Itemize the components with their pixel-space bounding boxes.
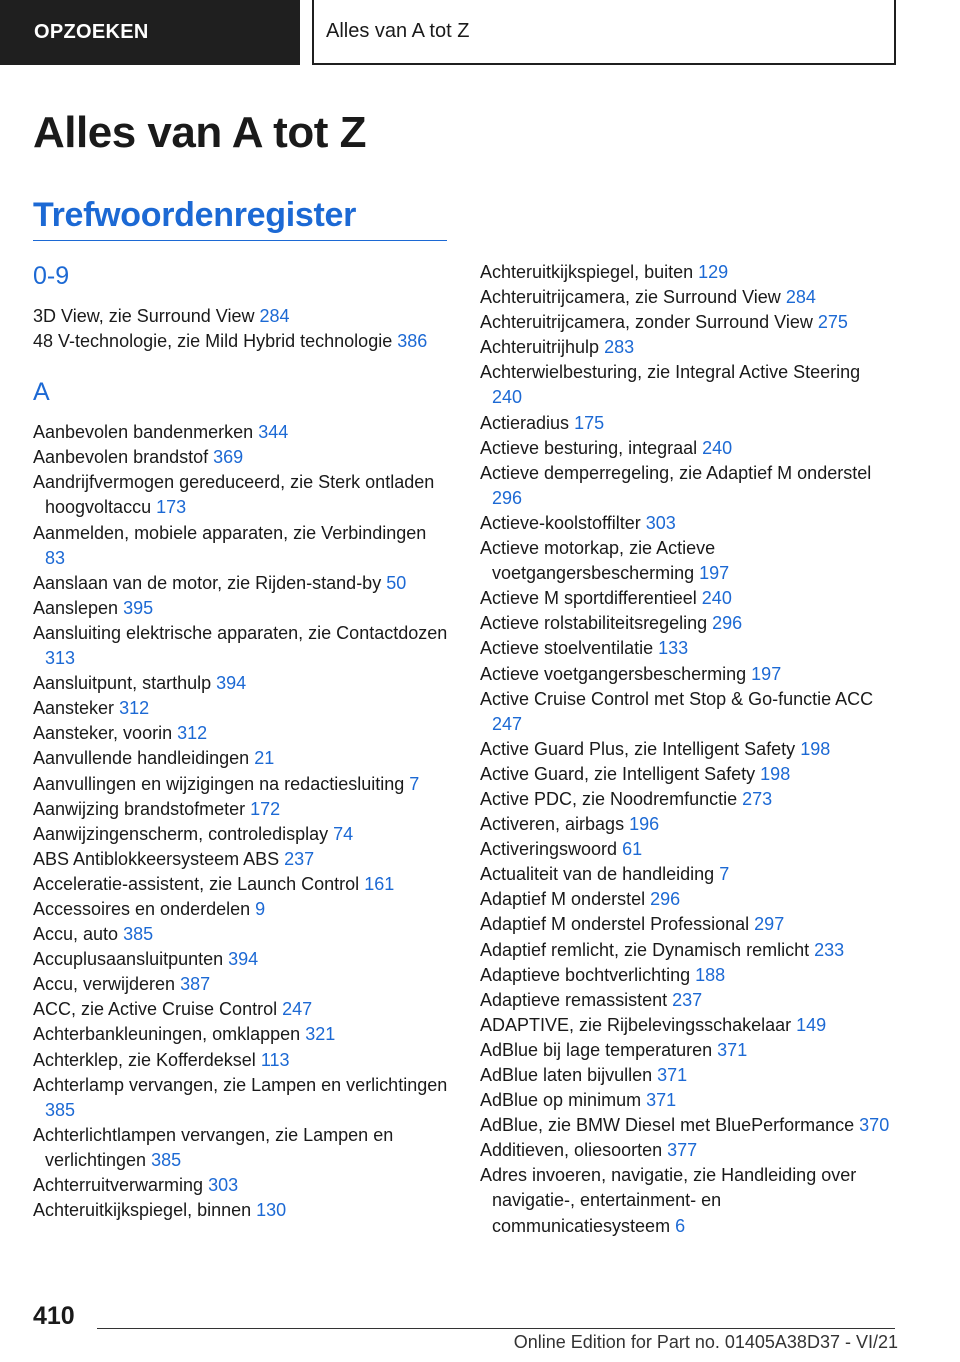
index-entry-text: Achteruitrijhulp [480, 337, 600, 358]
index-entry-text: Achteruitrijcamera, zie Surround View [480, 287, 781, 308]
index-entry [33, 420, 448, 445]
index-entry-text: Aanslepen [33, 597, 119, 618]
index-entry-text: Aanvullingen en wijzigingen na redactiesluiting [33, 773, 405, 794]
index-page-link[interactable]: 149 [796, 1014, 827, 1035]
index-entry [480, 461, 895, 511]
index-entry-text: Actualiteit van de handleiding [480, 864, 715, 885]
index-entry [33, 847, 448, 872]
index-entry [480, 1063, 895, 1088]
index-entry-text: Actieve motorkap, zie Actieve voetgangersbescherming [480, 538, 716, 584]
index-entry-text: Aanwijzingenscherm, controledisplay [33, 823, 329, 844]
index-entry [33, 872, 448, 897]
index-page-link[interactable]: 113 [260, 1049, 290, 1070]
index-entry-text: ADAPTIVE, zie Rijbelevingsschakelaar [480, 1014, 792, 1035]
index-page-link[interactable]: 296 [712, 613, 743, 634]
index-entry [480, 812, 895, 837]
index-entry [33, 671, 448, 696]
index-page-link[interactable]: 344 [258, 422, 289, 443]
index-page-link[interactable]: 387 [180, 974, 211, 995]
index-page-link[interactable]: 395 [123, 597, 154, 618]
breadcrumb [312, 0, 896, 65]
index-entry [33, 445, 448, 470]
index-entry-text: Actieve demperregeling, zie Adaptief M onderstel [480, 462, 872, 483]
index-page-link[interactable]: 303 [208, 1175, 239, 1195]
index-entry [33, 1173, 448, 1198]
index-entry [480, 1038, 895, 1063]
index-entry-text: Aanbevolen bandenmerken [33, 422, 254, 443]
index-entry-text: ABS Antiblokkeersysteem ABS [33, 848, 280, 869]
index-entry [33, 922, 448, 947]
index-entry [480, 636, 895, 661]
index-page-link[interactable]: 173 [156, 497, 187, 518]
index-page-link[interactable]: 188 [695, 964, 726, 985]
index-page-link[interactable]: 133 [658, 638, 689, 659]
index-page-link[interactable]: 296 [650, 889, 681, 910]
index-entry [480, 1138, 895, 1163]
index-page-link[interactable]: 247 [282, 999, 313, 1020]
index-entry-text: Aanslaan van de motor, zie Rijden-stand-by [33, 572, 382, 593]
index-page-link[interactable]: 385 [123, 924, 154, 945]
index-entry-text: Achterwielbesturing, zie Integral Active Steering [480, 362, 861, 383]
index-entry-text: Aanmelden, mobiele apparaten, zie Verbindingen [33, 522, 427, 543]
index-entry-text: Aanbevolen brandstof [33, 447, 209, 468]
index-entry-text: AdBlue op minimum [480, 1090, 642, 1111]
index-page-link[interactable]: 233 [814, 939, 845, 960]
index-entry-text: Adaptieve remassistent [480, 989, 668, 1010]
index-entry-text: Actieve voetgangersbescherming [480, 663, 747, 684]
index-entry-text: AdBlue, zie BMW Diesel met BluePerformance [480, 1115, 855, 1136]
index-page-link[interactable]: 7 [719, 864, 730, 885]
index-entry [480, 837, 895, 862]
index-entry-text: Active Guard Plus, zie Intelligent Safety [480, 738, 796, 759]
index-entry [33, 1123, 448, 1173]
index-page-link[interactable]: 198 [800, 738, 831, 759]
index-entry [33, 797, 448, 822]
index-entry [33, 571, 448, 596]
index-page-link[interactable]: 296 [492, 487, 523, 508]
index-entry-text: Accuplusaansluitpunten [33, 949, 224, 970]
index-page-link[interactable]: 196 [629, 814, 660, 835]
index-entry [480, 260, 895, 285]
index-page-link[interactable]: 313 [45, 648, 76, 669]
index-entry [33, 596, 448, 621]
index-entry [480, 335, 895, 360]
index-entry [480, 586, 895, 611]
index-entry-text: 48 V-technologie, zie Mild Hybrid technologie [33, 331, 393, 352]
footer-divider [97, 1328, 895, 1329]
index-entry [480, 611, 895, 636]
index-entry-text: Adres invoeren, navigatie, zie Handleiding over navigatie-, entertainment- en communicatiesysteem [480, 1165, 857, 1236]
page-title: Alles van A tot Z [33, 108, 366, 157]
index-entry [33, 1022, 448, 1047]
index-page-link[interactable]: 370 [859, 1115, 890, 1136]
index-page-link[interactable]: 247 [492, 713, 523, 734]
index-entry [33, 897, 448, 922]
index-entry [480, 687, 895, 737]
index-entry [33, 746, 448, 771]
index-letter-heading: A [33, 378, 50, 407]
index-entry-text: Adaptief remlicht, zie Dynamisch remlicht [480, 939, 810, 960]
index-entry-text: Actieve stoelventilatie [480, 638, 654, 659]
section-title: Trefwoordenregister [33, 196, 357, 234]
index-entry-text: Actieve rolstabiliteitsregeling [480, 613, 708, 634]
header-tab-label: OPZOEKEN [34, 21, 149, 43]
index-page-link[interactable]: 284 [259, 306, 290, 326]
group-spacer [33, 354, 448, 376]
index-entry-text: Aanwijzing brandstofmeter [33, 798, 246, 819]
index-page-link[interactable]: 385 [45, 1099, 76, 1120]
index-page-link[interactable]: 130 [256, 1200, 287, 1221]
index-page-link[interactable]: 74 [333, 823, 354, 844]
index-page-link[interactable]: 161 [364, 873, 395, 894]
index-entry-text: Aansteker [33, 698, 115, 719]
index-page-link[interactable]: 50 [386, 572, 407, 593]
index-page-link[interactable]: 61 [622, 839, 643, 860]
index-entry-text: Achteruitrijcamera, zonder Surround View [480, 312, 813, 333]
index-page-link[interactable]: 371 [717, 1039, 748, 1060]
index-page-link[interactable]: 175 [574, 412, 605, 433]
index-entry-text: Actieve besturing, integraal [480, 437, 698, 458]
index-page-link[interactable]: 312 [177, 723, 208, 744]
index-page-link[interactable]: 83 [45, 547, 66, 568]
index-page-link[interactable]: 303 [645, 512, 676, 533]
index-entry [33, 772, 448, 797]
index-page-link[interactable]: 9 [255, 898, 266, 919]
index-page-link[interactable]: 172 [250, 798, 281, 819]
index-entry [480, 963, 895, 988]
index-page-link[interactable]: 129 [698, 262, 729, 282]
index-page-link[interactable]: 240 [492, 387, 523, 408]
section-divider [33, 240, 447, 241]
index-entry [480, 436, 895, 461]
index-entry-text: Aansteker, voorin [33, 723, 173, 744]
index-page-link[interactable]: 198 [760, 763, 791, 784]
index-column-right [480, 260, 895, 1239]
index-entry-text: Active Guard, zie Intelligent Safety [480, 763, 756, 784]
index-entry [33, 822, 448, 847]
index-entry-text: Aansluiting elektrische apparaten, zie Contactdozen [33, 622, 448, 643]
index-entry-text: Achteruitkijkspiegel, buiten [480, 262, 694, 282]
index-letter-heading: 0-9 [33, 262, 70, 290]
index-entry [480, 938, 895, 963]
index-entry [480, 1013, 895, 1038]
index-entry [480, 1163, 895, 1238]
index-entry [480, 662, 895, 687]
index-entry [480, 411, 895, 436]
index-entry-text: Active PDC, zie Noodremfunctie [480, 788, 738, 809]
index-entry [480, 862, 895, 887]
index-column-left [33, 260, 448, 1223]
index-page-link[interactable]: 371 [646, 1090, 677, 1111]
index-entry-text: Accu, auto [33, 924, 119, 945]
index-entry [480, 285, 895, 310]
index-page-link[interactable]: 240 [702, 437, 733, 458]
index-entry-text: Acceleratie-assistent, zie Launch Control [33, 873, 360, 894]
index-entry [33, 947, 448, 972]
index-entry [480, 536, 895, 586]
index-entry [480, 1088, 895, 1113]
index-page-link[interactable]: 7 [409, 773, 420, 794]
index-entry-text: Achterruitverwarming [33, 1175, 204, 1195]
index-entry [480, 988, 895, 1013]
index-entry [33, 696, 448, 721]
index-entry [33, 1048, 448, 1073]
index-page-link[interactable]: 394 [216, 673, 247, 694]
index-entry [480, 912, 895, 937]
index-entry-text: Additieven, oliesoorten [480, 1140, 663, 1161]
index-entry [33, 329, 448, 354]
index-page-link[interactable]: 240 [701, 588, 732, 609]
index-page-link[interactable]: 312 [119, 698, 150, 719]
index-entry [480, 762, 895, 787]
index-entry [480, 360, 895, 410]
index-entry-text: Aanvullende handleidingen [33, 748, 250, 769]
breadcrumb-label: Alles van A tot Z [326, 20, 470, 42]
index-entry [480, 1113, 895, 1138]
index-entry-text: Accessoires en onderdelen [33, 898, 251, 919]
index-page-link[interactable]: 371 [657, 1065, 688, 1085]
index-entry-text: AdBlue laten bijvullen [480, 1065, 653, 1085]
index-entry-text: ACC, zie Active Cruise Control [33, 999, 278, 1020]
index-page-link[interactable]: 386 [397, 331, 428, 352]
index-entry-text: Achteruitkijkspiegel, binnen [33, 1200, 252, 1221]
index-entry-text: Accu, verwijderen [33, 974, 176, 995]
index-page-link[interactable]: 197 [699, 563, 730, 584]
index-entry-text: Adaptief M onderstel Professional [480, 914, 750, 935]
index-entry [480, 737, 895, 762]
index-page-link[interactable]: 297 [754, 914, 785, 935]
index-entry-text: Adaptieve bochtverlichting [480, 964, 691, 985]
index-page-link[interactable]: 284 [785, 287, 816, 308]
index-entry [33, 304, 448, 329]
index-entry-text: Achterklep, zie Kofferdeksel [33, 1049, 256, 1070]
index-page-link[interactable]: 385 [151, 1149, 182, 1170]
index-page-link[interactable]: 377 [667, 1140, 698, 1161]
page-number: 410 [33, 1302, 75, 1330]
index-page-link[interactable]: 369 [213, 447, 244, 468]
index-entry-text: Aansluitpunt, starthulp [33, 673, 212, 694]
index-page-link[interactable]: 394 [228, 949, 259, 970]
index-page-link[interactable]: 197 [751, 663, 782, 684]
index-entry [480, 887, 895, 912]
index-page-link[interactable]: 21 [254, 748, 275, 769]
index-entry-text: Actieve-koolstoffilter [480, 512, 641, 533]
index-entry-text: Achterlichtlampen vervangen, zie Lampen en verlichtingen [33, 1124, 394, 1170]
index-entry-text: Active Cruise Control met Stop & Go-functie ACC [480, 688, 874, 709]
index-entry-text: Adaptief M onderstel [480, 889, 646, 910]
index-entry-text: 3D View, zie Surround View [33, 306, 255, 326]
index-entry [480, 511, 895, 536]
index-entry [33, 1073, 448, 1123]
index-page-link[interactable]: 273 [742, 788, 773, 809]
index-entry-text: Activeringswoord [480, 839, 618, 860]
index-page-link[interactable]: 237 [284, 848, 315, 869]
index-page-link[interactable]: 6 [675, 1215, 686, 1236]
index-entry-text: Achterbankleuningen, omklappen [33, 1024, 301, 1045]
index-entry [33, 721, 448, 746]
index-entry-text: Actieve M sportdifferentieel [480, 588, 697, 609]
index-entry [480, 310, 895, 335]
edition-note: Online Edition for Part no. 01405A38D37 - VI/21 [513, 1332, 898, 1352]
index-entry [480, 787, 895, 812]
index-page-link[interactable]: 283 [604, 337, 635, 358]
index-entry-text: AdBlue bij lage temperaturen [480, 1039, 713, 1060]
index-page-link[interactable]: 321 [305, 1024, 336, 1045]
index-page-link[interactable]: 275 [817, 312, 848, 333]
index-entry [33, 521, 448, 571]
index-entry [33, 1198, 448, 1223]
index-entry-text: Achterlamp vervangen, zie Lampen en verlichtingen [33, 1074, 448, 1095]
header-tab [0, 0, 300, 65]
index-entry-text: Actieradius [480, 412, 570, 433]
index-entry-text: Activeren, airbags [480, 814, 625, 835]
index-entry [33, 972, 448, 997]
index-entry-text: Aandrijfvermogen gereduceerd, zie Sterk ontladen hoogvoltaccu [33, 472, 435, 518]
index-entry [33, 470, 448, 520]
index-entry [33, 997, 448, 1022]
index-entry [33, 621, 448, 671]
index-page-link[interactable]: 237 [672, 989, 703, 1010]
